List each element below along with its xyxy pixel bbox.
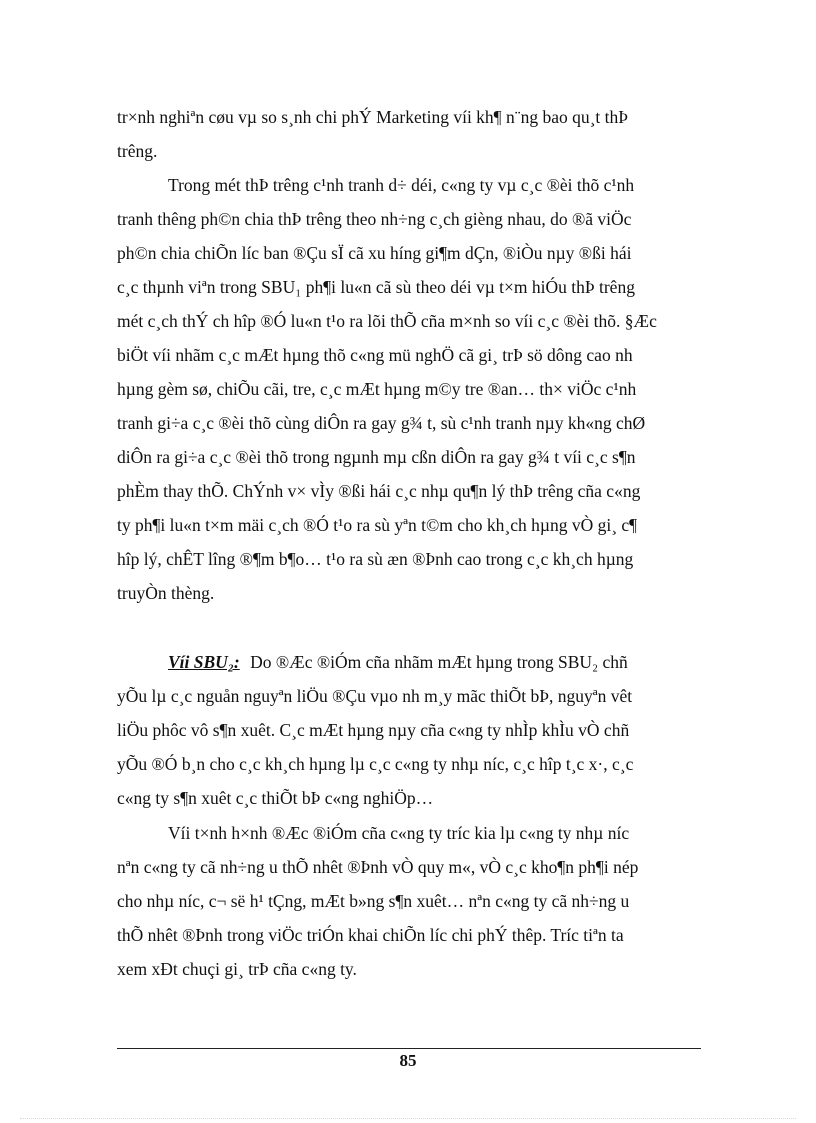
text-line: Do ®Æc ®iÓm cña nhãm mÆt hµng trong SBU₂ chñ	[250, 652, 628, 672]
section-heading-label: Víi SBU₂:	[168, 652, 240, 672]
section-heading-line	[168, 651, 628, 673]
text-line: phÈm thay thÕ. ChÝnh v× vÌy ®ßi hái c¸c nhµ qu¶n lý thÞ trêng cña c«ng	[117, 481, 641, 501]
text-line: yÕu ®Ó b¸n cho c¸c kh¸ch hµng lµ c¸c c«ng ty nhµ níc, c¸c hîp t¸c x·, c¸c	[117, 754, 634, 774]
text-line: truyÒn thèng.	[117, 583, 215, 603]
text-line: c«ng ty s¶n xuêt c¸c thiÕt bÞ c«ng nghiÖp…	[117, 788, 434, 808]
text-line: Víi t×nh h×nh ®Æc ®iÓm cña c«ng ty tríc kia lµ c«ng ty nhµ níc	[168, 823, 630, 843]
text-line: ph©n chia chiÕn líc ban ®Çu sÏ cã xu híng gi¶m dÇn, ®iÒu nµy ®ßi hái	[117, 243, 632, 263]
text-line: hîp lý, chÊT lîng ®¶m b¶o… t¹o ra sù æn ®Þnh cao trong c¸c kh¸ch hµng	[117, 549, 634, 569]
footer-divider	[117, 1048, 701, 1049]
text-line: thÕ nhêt ®Þnh trong viÖc triÓn khai chiÕn líc chi phÝ thêp. Tríc tiªn ta	[117, 925, 624, 945]
text-line: liÖu phôc vô s¶n xuêt. C¸c mÆt hµng nµy cña c«ng ty nhÌp khÌu vÒ chñ	[117, 720, 630, 740]
text-line: mét c¸ch thÝ ch hîp ®Ó lu«n t¹o ra lõi thÕ cña m×nh so víi c¸c ®èi thõ. §Æc	[117, 311, 657, 331]
page-bottom-border	[20, 1118, 796, 1119]
text-line: biÖt víi nhãm c¸c mÆt hµng thõ c«ng mü nghÖ cã gi¸ trÞ sö dông cao nh	[117, 345, 633, 365]
text-line: xem xÐt chuçi gi¸ trÞ cña c«ng ty.	[117, 959, 357, 979]
text-line: yÕu lµ c¸c nguån nguyªn liÖu ®Çu vµo nh m¸y mãc thiÕt bÞ, nguyªn vêt	[117, 686, 633, 706]
text-line: diÔn ra gi÷a c¸c ®èi thõ trong ngµnh mµ cßn diÔn ra gay g¾ t víi c¸c s¶n	[117, 447, 636, 467]
text-line: Trong mét thÞ trêng c¹nh tranh d÷ déi, c«ng ty vµ c¸c ®èi thõ c¹nh	[168, 175, 635, 195]
text-line: ty ph¶i lu«n t×m mäi c¸ch ®Ó t¹o ra sù yªn t©m cho kh¸ch hµng vÒ gi¸ c¶	[117, 515, 638, 535]
text-line: trêng.	[117, 141, 158, 161]
text-line: tranh gi÷a c¸c ®èi thõ cùng diÔn ra gay g¾ t, sù c¹nh tranh nµy kh«ng chØ	[117, 413, 646, 433]
text-line: hµng gèm sø, chiÕu cãi, tre, c¸c mÆt hµng m©y tre ®an… th× viÖc c¹nh	[117, 379, 637, 399]
text-line: tr×nh nghiªn cøu vµ so s¸nh chi phÝ Marketing víi kh¶ n¨ng bao qu¸t thÞ	[117, 107, 628, 127]
text-line: tranh thêng ph©n chia thÞ trêng theo nh÷ng c¸ch gièng nhau, do ®ã viÖc	[117, 209, 632, 229]
text-line: c¸c thµnh viªn trong SBU₁ ph¶i lu«n cã sù theo déi vµ t×m hiÓu thÞ trêng	[117, 277, 635, 297]
text-line: cho nhµ níc, c¬ së h¹ tÇng, mÆt b»ng s¶n xuêt… nªn c«ng ty cã nh÷ng u	[117, 891, 630, 911]
text-line: nªn c«ng ty cã nh÷ng u thÕ nhêt ®Þnh vÒ quy m«, vÒ c¸c kho¶n ph¶i nép	[117, 857, 639, 877]
page-number: 85	[399, 1051, 417, 1070]
